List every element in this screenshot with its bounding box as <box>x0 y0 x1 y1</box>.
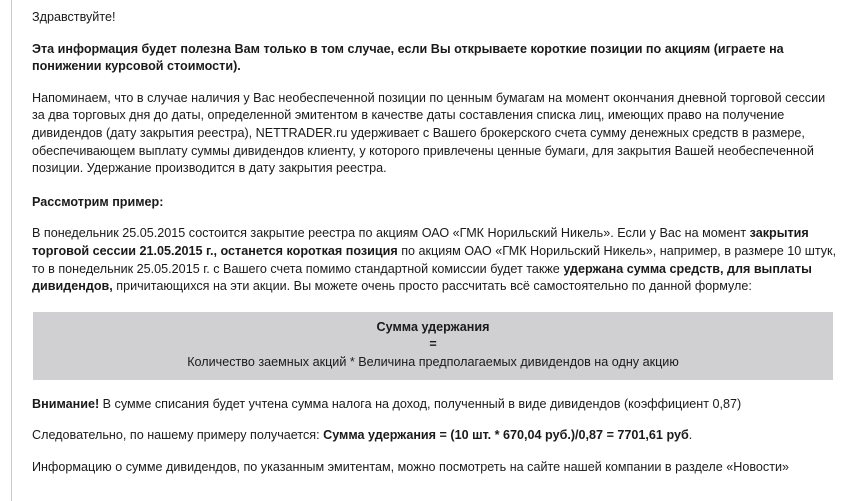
document-content <box>32 9 837 476</box>
reminder-paragraph: Напоминаем, что в случае наличия у Вас необеспеченной позиции по ценным бумагам на момент окончания дневной торговой сессии за два торговых дня до даты, определенной эмитентом в качестве даты составления списка лиц, имеющих право на получение дивидендов (дату закрытия реестра), NETTRADER.ru удерживает с Вашего брокерского счета сумму денежных средств в размере, обеспечивающем выплату суммы дивидендов клиенту, у которого привлечены ценные бумаги, для закрытия Вашей необеспеченной позиции. Удержание производится в дату закрытия реестра. <box>32 90 826 176</box>
spacer <box>32 211 837 225</box>
left-quote-rule <box>11 0 12 501</box>
spacer <box>32 445 837 459</box>
formula-title: Сумма удержания <box>376 319 490 334</box>
formula-equals-sign: = <box>429 337 437 352</box>
attention-text: В сумме списания будет учтена сумма налога на доход, полученный в виде дивидендов (коэффициент 0,87) <box>99 396 742 411</box>
spacer <box>32 413 837 427</box>
spacer <box>32 380 837 396</box>
attention-paragraph <box>32 396 837 414</box>
example-heading: Рассмотрим пример: <box>32 194 164 209</box>
attention-label: Внимание! <box>32 396 100 411</box>
example-text-part1: В понедельник 25.05.2015 состоится закрытие реестра по акциям ОАО «ГМК Норильский Никель». Если у Вас на момент <box>32 226 750 241</box>
conclusion-formula-result: Сумма удержания = (10 шт. * 670,04 руб.)/0,87 = 7701,61 руб <box>323 428 689 443</box>
spacer <box>32 76 837 90</box>
footer-paragraph: Информацию о сумме дивидендов, по указанным эмитентам, можно посмотреть на сайте нашей компании в разделе «Новости» <box>32 459 789 474</box>
conclusion-suffix: . <box>688 428 693 443</box>
greeting-text: Здравствуйте! <box>32 10 116 24</box>
example-paragraph <box>32 225 837 295</box>
example-text-part2: по акциям ОАО «ГМК Норильский Никель», например, в размере 10 штук, то в понедельник 25.05.2015 г. с Вашего счета помимо стандартной комиссии будет также <box>32 243 837 276</box>
example-bold-closing-session: закрытия торговой сессии 21.05.2015 г., останется короткая позиция <box>32 226 809 258</box>
spacer <box>32 27 837 41</box>
conclusion-prefix: Следовательно, по нашему примеру получается: <box>32 428 324 443</box>
spacer <box>32 178 837 194</box>
intro-bold-paragraph: Эта информация будет полезна Вам только в том случае, если Вы открываете короткие позиции по акциям (играете на понижении курсовой стоимости). <box>32 41 784 74</box>
formula-expression: Количество заемных акций * Величина предполагаемых дивидендов на одну акцию <box>187 354 679 369</box>
example-bold-withheld-sum: удержана сумма средств, для выплаты дивидендов, <box>32 261 812 294</box>
spacer <box>32 296 837 312</box>
formula-box <box>33 312 833 380</box>
example-text-part3: причитающихся на эти акции. Вы можете очень просто рассчитать всё самостоятельно по данной формуле: <box>112 279 752 294</box>
conclusion-paragraph <box>32 427 837 445</box>
